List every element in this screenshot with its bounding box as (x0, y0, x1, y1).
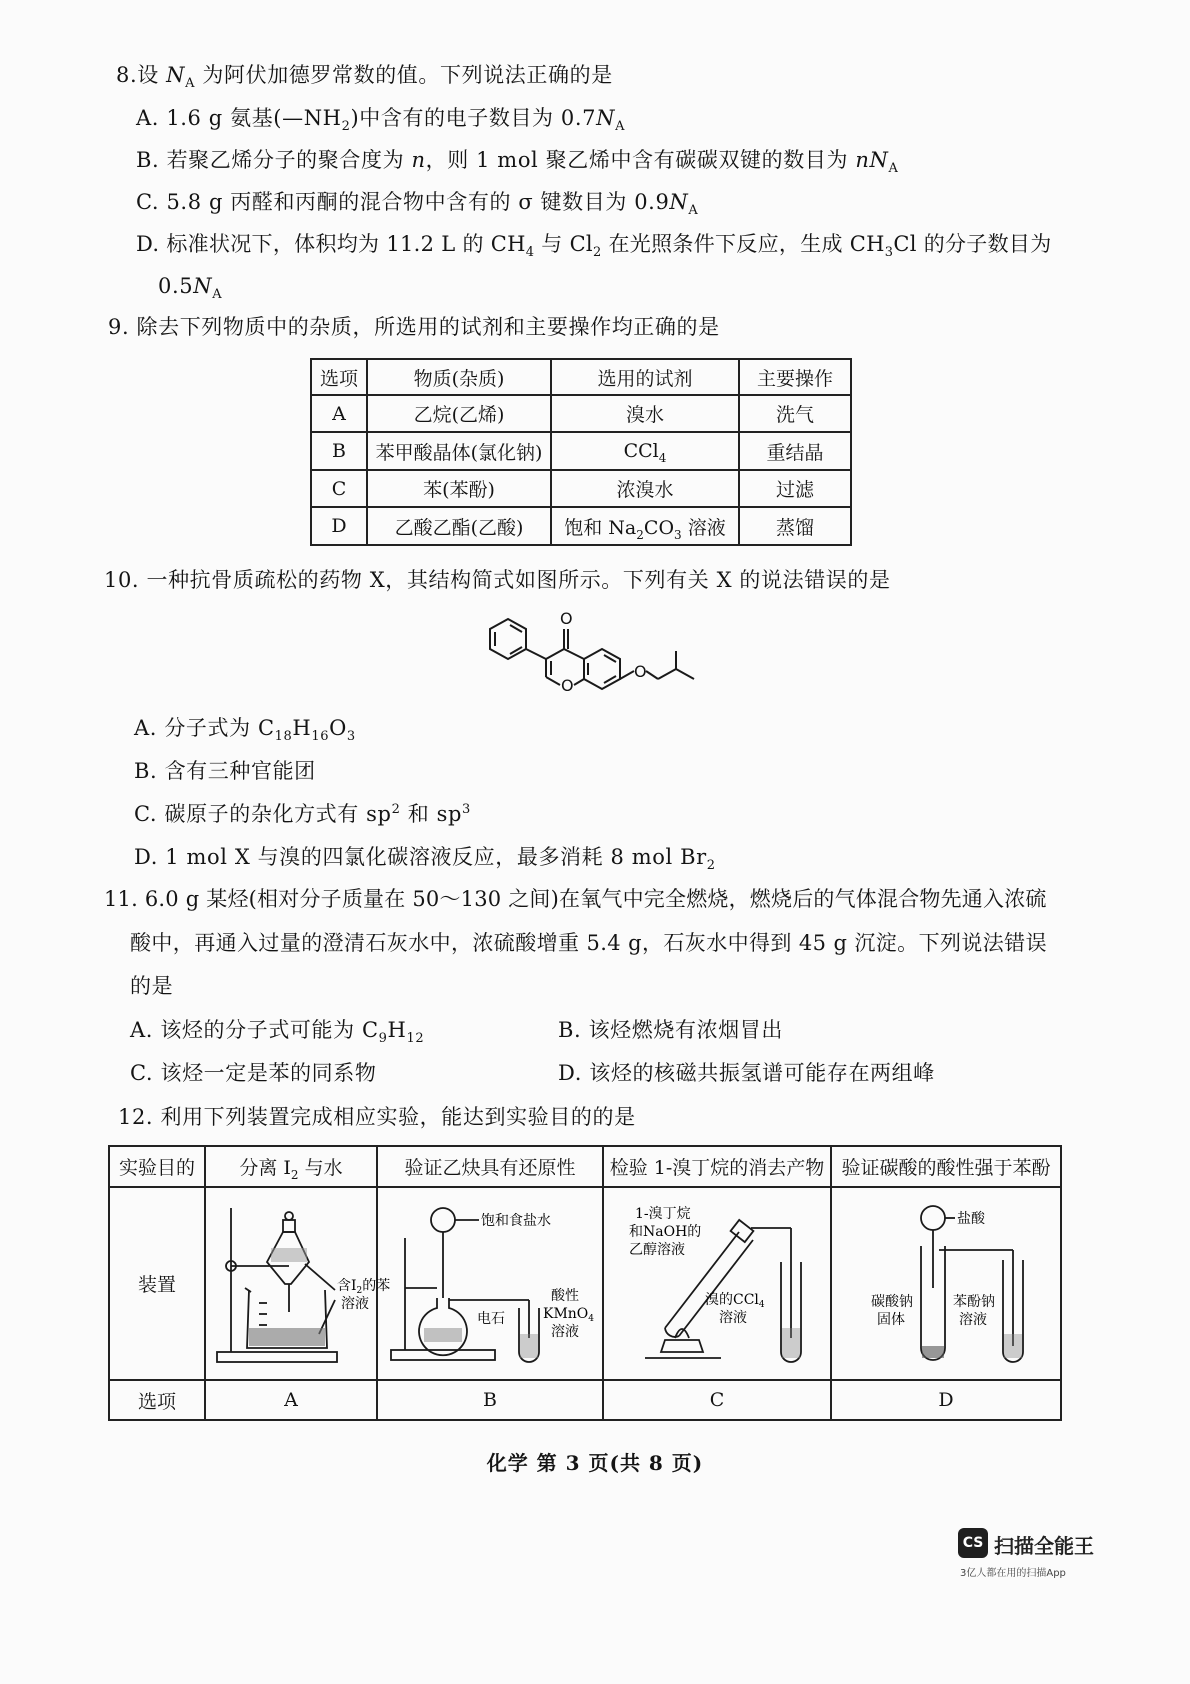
carbonyl-oxygen-label: O (560, 609, 573, 628)
apparatus-b-cell (377, 1187, 603, 1380)
q9-table (310, 358, 852, 546)
q8-option-c: C. 5.8 g 丙醛和丙酮的混合物中含有的 σ 键数目为 $0.9N_A$ (136, 190, 699, 219)
q11-stem-line1: 11. 6.0 g 某烃(相对分子质量在 50～130 之间)在氧气中完全燃烧，燃烧后的气体混合物先通入浓硫 (104, 887, 1047, 911)
q12-stem: 12. 利用下列装置完成相应实验，能达到实验目的的是 (118, 1105, 636, 1129)
table-cell: 装置 (109, 1187, 205, 1380)
table-cell: 检验 1-溴丁烷的消去产物 (603, 1146, 831, 1187)
table-row (311, 507, 851, 545)
table-header: 物质(杂质) (367, 359, 551, 395)
table-cell: 乙酸乙酯(乙酸) (367, 507, 551, 545)
apparatus-c-diagram (605, 1188, 829, 1374)
q10-option-c: C. 碳原子的杂化方式有 $sp^2$ 和 $sp^3$ (134, 802, 471, 826)
q8-option-d-cont: $0.5N_A$ (158, 274, 223, 303)
q8-stem: 8.设 $N_A$ 为阿伏加德罗常数的值。下列说法正确的是 (116, 63, 613, 92)
q10-option-b: B. 含有三种官能团 (134, 759, 316, 783)
table-cell: 洗气 (739, 395, 851, 432)
q8-option-d: D. 标准状况下，体积均为 11.2 L 的 $CH_4$ 与 $Cl_2$ 在光照条件下反应，生成 $CH_3Cl$ 的分子数目为 (136, 232, 1052, 261)
table-cell: 浓溴水 (551, 470, 739, 507)
svg-text:电石: 电石 (477, 1311, 505, 1327)
table-cell: B (311, 432, 367, 470)
table-row (311, 432, 851, 470)
svg-text:和NaOH的: 和NaOH的 (629, 1224, 702, 1240)
svg-text:碳酸钠: 碳酸钠 (871, 1294, 913, 1310)
q12-table (108, 1145, 1062, 1421)
q8-option-b: B. 若聚乙烯分子的聚合度为 n，则 1 mol 聚乙烯中含有碳碳双键的数目为 $nN_A$ (136, 148, 899, 177)
q10-stem: 10. 一种抗骨质疏松的药物 X，其结构简式如图所示。下列有关 X 的说法错误的是 (104, 568, 891, 592)
table-cell: 分离 $I_2$ 与水 (205, 1146, 377, 1187)
apparatus-b-diagram (379, 1188, 601, 1374)
apparatus-d-cell (831, 1187, 1061, 1380)
table-cell: 重结晶 (739, 432, 851, 470)
q10-option-a: A. 分子式为 $C_{18}H_{16}O_3$ (134, 716, 356, 745)
table-cell: 过滤 (739, 470, 851, 507)
watermark-tagline: 3亿人都在用的扫描App (960, 1568, 1066, 1579)
table-cell: 溴水 (551, 395, 739, 432)
table-cell: 乙烷(乙烯) (367, 395, 551, 432)
q11-stem-line2: 酸中，再通入过量的澄清石灰水中，浓硫酸增重 5.4 g，石灰水中得到 45 g 沉淀。下列说法错误 (130, 931, 1047, 955)
table-row (311, 395, 851, 432)
svg-text:饱和食盐水: 饱和食盐水 (481, 1213, 551, 1229)
svg-text:溶液: 溶液 (719, 1310, 747, 1326)
table-cell: A (311, 395, 367, 432)
table-row (311, 470, 851, 507)
table-cell: 饱和 $Na_2CO_3$ 溶液 (551, 507, 739, 545)
svg-text:溴的CCl4: 溴的CCl$_4$ (705, 1292, 765, 1310)
table-cell: D (311, 507, 367, 545)
q11-option-b: B. 该烃燃烧有浓烟冒出 (558, 1018, 783, 1042)
svg-text:固体: 固体 (877, 1312, 905, 1328)
table-cell: CCl$_4$ (551, 432, 739, 470)
table-row (109, 1380, 1061, 1420)
scanner-logo-icon: CS (958, 1528, 988, 1558)
q11-option-d: D. 该烃的核磁共振氢谱可能存在两组峰 (558, 1061, 935, 1085)
svg-text:乙醇溶液: 乙醇溶液 (629, 1242, 685, 1258)
svg-text:溶液: 溶液 (341, 1296, 369, 1312)
page-footer: 化学 第 3 页(共 8 页) (486, 1451, 704, 1475)
q11-stem-line3: 的是 (130, 974, 174, 998)
watermark-title: 扫描全能王 (994, 1534, 1094, 1558)
ring-oxygen-label: O (561, 676, 574, 695)
q8-option-a: A. 1.6 g 氨基$(—NH_2)$中含有的电子数目为 $0.7N_A$ (136, 106, 626, 135)
svg-text:1-溴丁烷: 1-溴丁烷 (635, 1206, 691, 1222)
ether-oxygen-label: O (634, 662, 647, 681)
table-cell: C (311, 470, 367, 507)
table-cell: 选项 (109, 1380, 205, 1420)
svg-text:酸性: 酸性 (551, 1288, 579, 1304)
table-cell: 苯(苯酚) (367, 470, 551, 507)
table-row (109, 1187, 1061, 1380)
table-cell: A (205, 1380, 377, 1420)
table-header: 选项 (311, 359, 367, 395)
apparatus-d-diagram (833, 1188, 1059, 1374)
table-cell: 蒸馏 (739, 507, 851, 545)
table-cell: 验证碳酸的酸性强于苯酚 (831, 1146, 1061, 1187)
svg-text:盐酸: 盐酸 (957, 1211, 985, 1227)
table-header: 选用的试剂 (551, 359, 739, 395)
table-cell: 实验目的 (109, 1146, 205, 1187)
apparatus-a-diagram (207, 1188, 391, 1374)
table-row (109, 1146, 1061, 1187)
svg-text:苯酚钠: 苯酚钠 (953, 1294, 995, 1310)
structure-formula-x (480, 605, 710, 700)
table-cell: 苯甲酸晶体(氯化钠) (367, 432, 551, 470)
svg-text:含I2的苯: 含$I_2$的苯 (337, 1278, 391, 1296)
table-cell: 验证乙炔具有还原性 (377, 1146, 603, 1187)
svg-text:溶液: 溶液 (551, 1324, 579, 1340)
q9-stem: 9. 除去下列物质中的杂质，所选用的试剂和主要操作均正确的是 (108, 315, 720, 339)
table-header: 主要操作 (739, 359, 851, 395)
table-cell: D (831, 1380, 1061, 1420)
apparatus-a-cell (205, 1187, 391, 1380)
table-cell: B (377, 1380, 603, 1420)
q10-option-d: D. 1 mol X 与溴的四氯化碳溶液反应，最多消耗 8 mol $Br_2$ (134, 845, 716, 874)
q11-option-c: C. 该烃一定是苯的同系物 (130, 1061, 377, 1085)
apparatus-c-cell (603, 1187, 831, 1380)
svg-text:溶液: 溶液 (959, 1312, 987, 1328)
svg-text:KMnO4: KMnO$_4$ (543, 1306, 595, 1324)
table-cell: C (603, 1380, 831, 1420)
table-header-row (311, 359, 851, 395)
q11-option-a: A. 该烃的分子式可能为 $C_9H_{12}$ (130, 1018, 425, 1047)
